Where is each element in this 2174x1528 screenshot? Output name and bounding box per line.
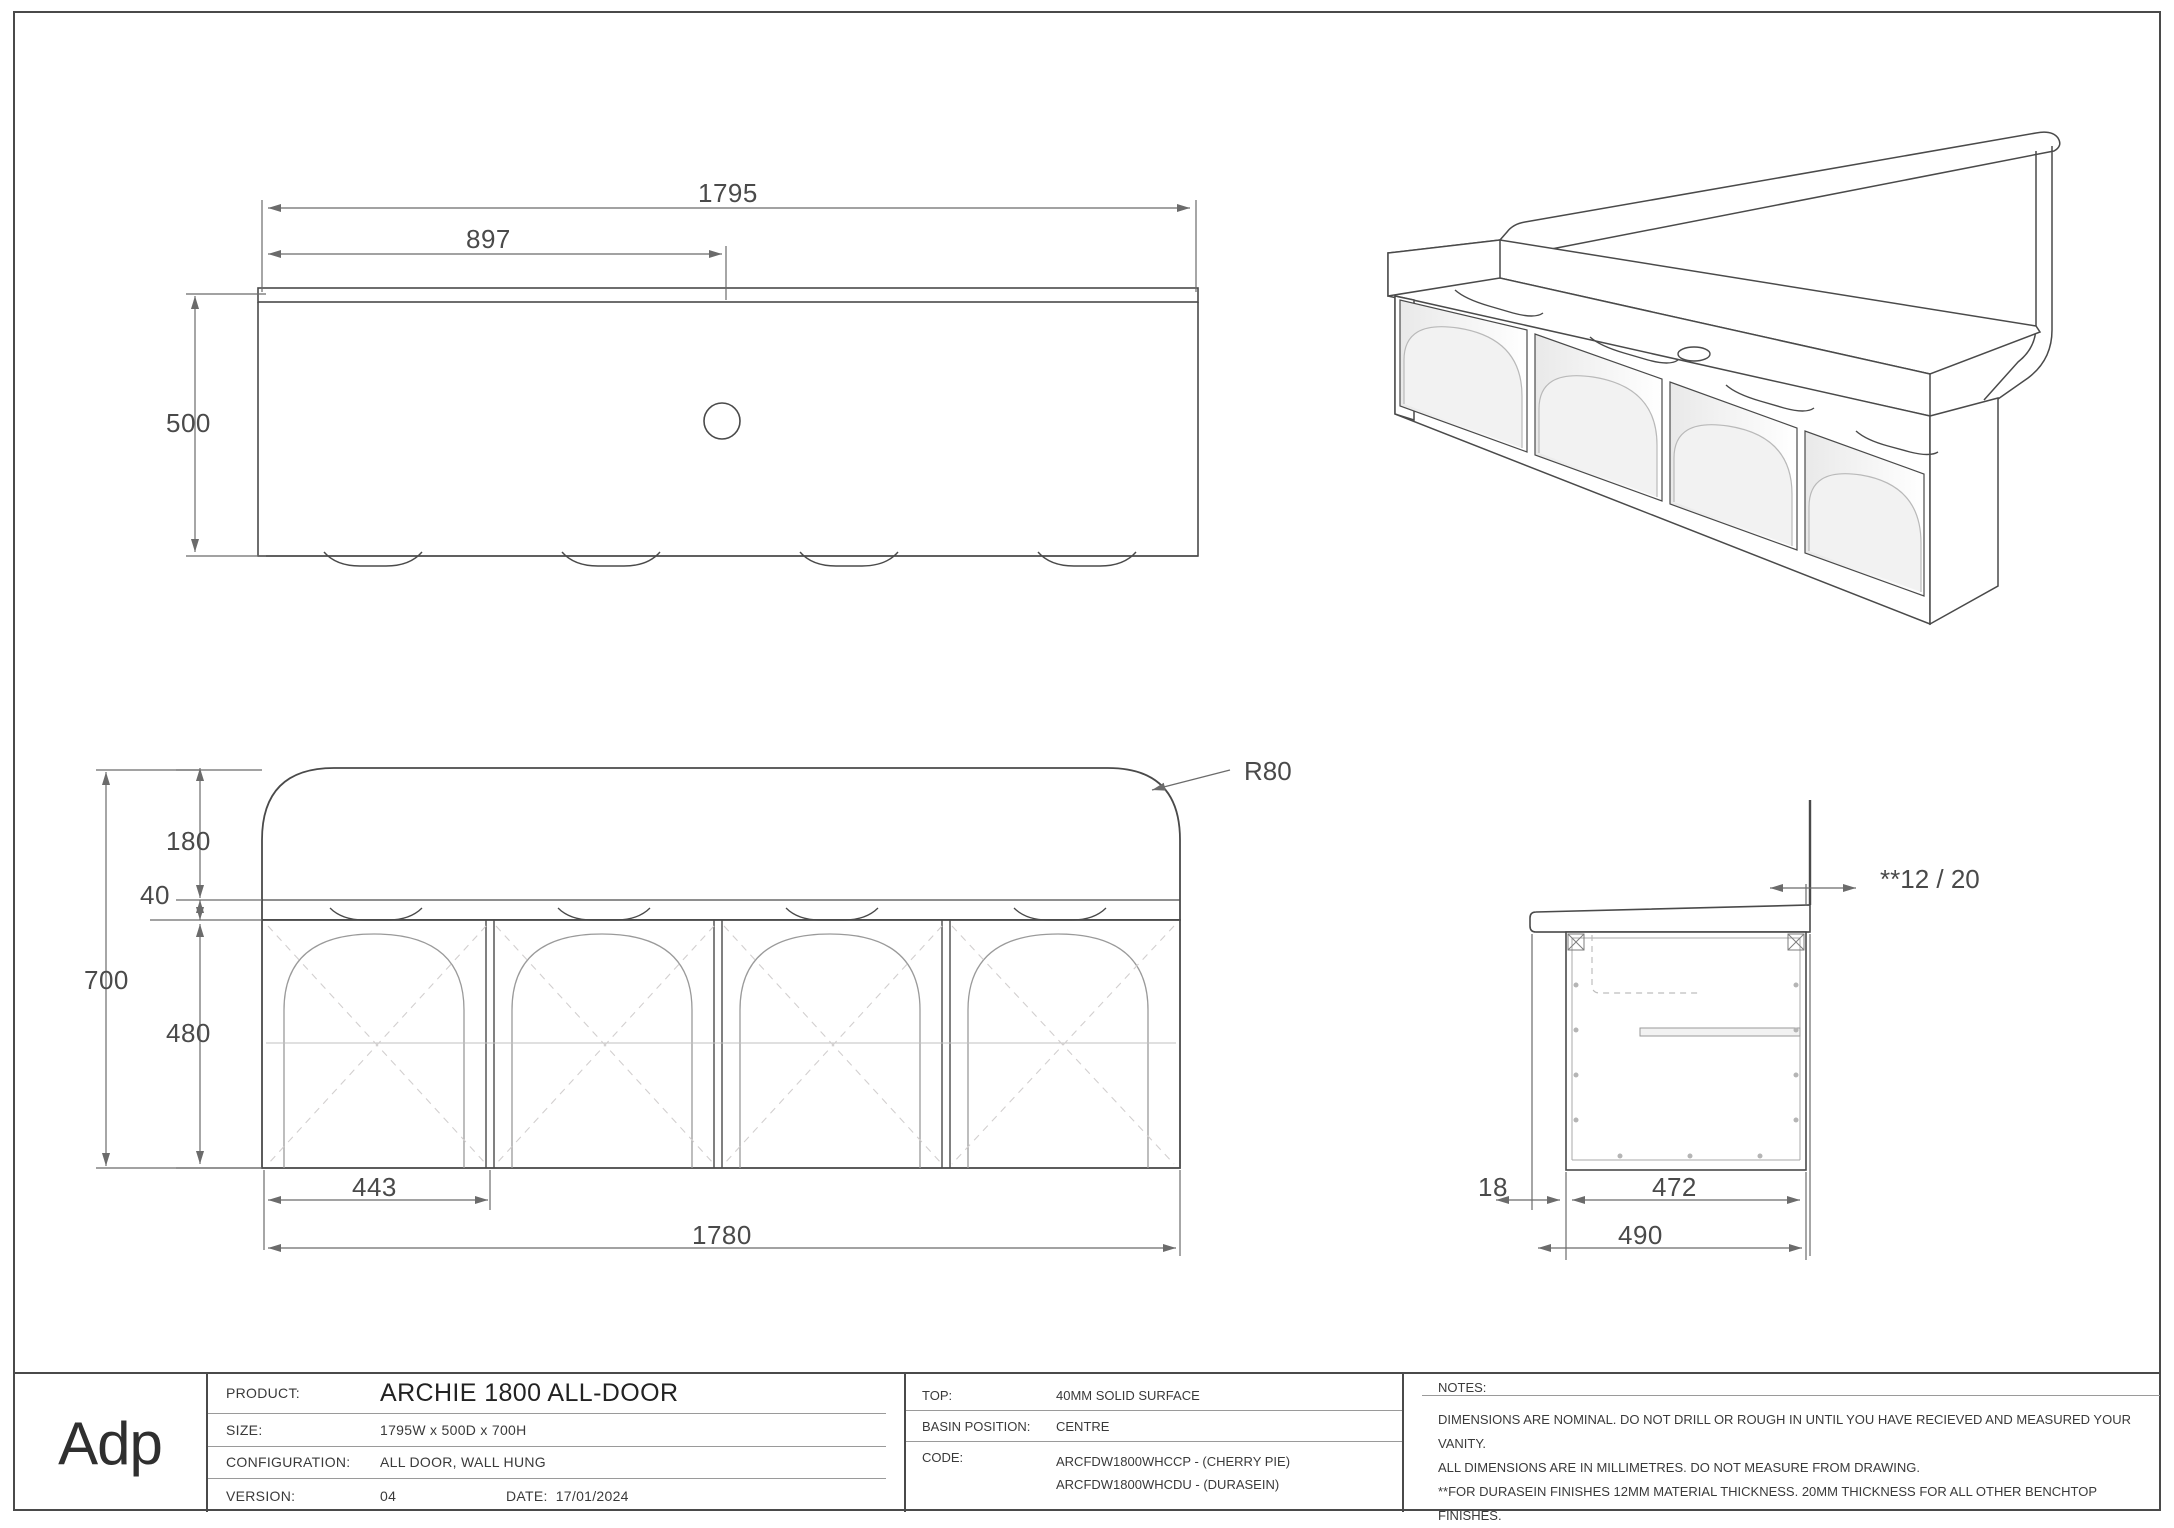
size-row [208,1414,886,1447]
isometric-view [1388,132,2060,624]
basin-position-value: CENTRE [1056,1418,1110,1434]
note-line: ALL DIMENSIONS ARE IN MILLIMETRES. DO NOT MEASURE FROM DRAWING. [1438,1460,1921,1476]
top-row [906,1380,1402,1411]
code-value-1: ARCFDW1800WHCCP - [1056,1454,1203,1469]
dim-total-height: 700 [84,965,129,995]
title-block [14,1372,2160,1524]
top-value: 40MM SOLID SURFACE [1056,1387,1200,1403]
dim-cabinet-width: 1780 [692,1220,752,1250]
size-label: SIZE: [226,1421,263,1438]
size-value: 1795W x 500D x 700H [380,1421,527,1438]
top-label: TOP: [922,1387,953,1403]
note-line: DIMENSIONS ARE NOMINAL. DO NOT DRILL OR ROUGH IN UNTIL YOU HAVE RECIEVED AND MEASURED YOUR VANITY. [1438,1412,2131,1452]
code-label: CODE: [922,1450,964,1465]
date-label: DATE: [506,1487,548,1504]
dim-side-gap: 18 [1478,1172,1508,1202]
side-section-view [1530,800,1810,1170]
basin-position-row [906,1411,1402,1442]
configuration-label: CONFIGURATION: [226,1454,351,1471]
brand-logo: Adp [58,1409,162,1477]
product-row [208,1374,886,1414]
dim-front-overall-width: 1795 [698,178,758,208]
configuration-row [208,1447,886,1480]
dim-cabinet-depth: 472 [1652,1172,1697,1202]
code-values [1056,1450,1290,1497]
version-value: 04 [380,1487,397,1504]
title-block-product-section [206,1374,886,1512]
dim-door-height: 480 [166,1018,211,1048]
dim-corner-radius: R80 [1244,756,1292,786]
elevation-view [262,768,1230,1168]
code-value-2-finish: (DURASEIN) [1203,1477,1280,1493]
date-value: 17/01/2024 [555,1487,629,1504]
dim-front-half-width: 897 [466,224,511,254]
note-line: **FOR DURASEIN FINISHES 12MM MATERIAL THICKNESS. 20MM THICKNESS FOR ALL OTHER BENCHTOP FINISHES. [1438,1484,2097,1524]
dim-bench-upper: 180 [166,826,211,856]
code-value-1-finish: (CHERRY PIE) [1202,1454,1291,1469]
notes-label: NOTES: [1422,1380,2160,1396]
dim-door-width: 443 [352,1172,397,1202]
front-view [258,288,1198,566]
product-label: PRODUCT: [226,1385,300,1402]
version-row [208,1479,886,1512]
dim-bench-lower: 40 [140,880,170,910]
title-block-spec-section [904,1374,1404,1512]
version-label: VERSION: [226,1487,296,1504]
dim-front-height: 500 [166,408,211,438]
dim-overall-depth: 490 [1618,1220,1663,1250]
code-row [906,1442,1402,1497]
product-value: ARCHIE 1800 ALL-DOOR [380,1378,679,1407]
title-block-notes-section [1422,1374,2160,1524]
notes-body [1422,1396,2160,1528]
dim-benchtop-thickness: **12 / 20 [1880,864,1980,894]
code-value-2: ARCFDW1800WHCDU - [1056,1477,1204,1493]
basin-position-label: BASIN POSITION: [922,1418,1031,1434]
front-view-dimensions [186,200,1196,556]
configuration-value: ALL DOOR, WALL HUNG [380,1454,546,1471]
